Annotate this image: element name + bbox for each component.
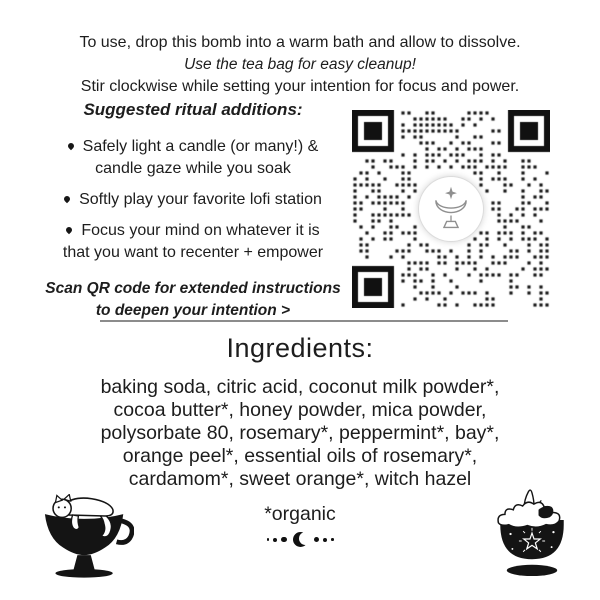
usage-instructions xyxy=(0,32,600,98)
dot-icon xyxy=(314,537,320,543)
ingredients-heading: Ingredients: xyxy=(226,333,374,363)
qr-caption: Scan QR code for extended instructions to deepen your intention > xyxy=(45,280,341,320)
celestial-teacup-illustration xyxy=(490,486,574,587)
ingredients-line: cardamom*, sweet orange*, witch hazel xyxy=(128,468,472,490)
ritual-column xyxy=(38,100,348,322)
ingredients-line: cocoa butter*, honey powder, mica powder, xyxy=(113,399,487,421)
crescent-moon-icon xyxy=(293,532,308,547)
crescent-chalice-icon xyxy=(425,183,477,235)
dot-icon xyxy=(281,537,287,543)
drop-bullet-icon xyxy=(63,195,71,203)
organic-note: *organic xyxy=(264,503,336,525)
ingredients-line: orange peel*, essential oils of rosemary*, xyxy=(122,445,478,467)
usage-line-1: To use, drop this bomb into a warm bath and allow to dissolve. xyxy=(79,34,521,51)
starry-teacup-icon xyxy=(490,486,574,582)
drop-bullet-icon xyxy=(66,142,74,150)
divider-line xyxy=(100,320,508,322)
dot-icon xyxy=(267,538,270,541)
ritual-item-lofi: Softly play your favorite lofi station xyxy=(38,189,348,211)
moon-chalice-logo xyxy=(419,177,483,241)
qr-code xyxy=(352,110,550,308)
cat-on-teacup-icon xyxy=(38,494,134,580)
ritual-item-candle: Safely light a candle (or many!) & candle gaze while you soak xyxy=(38,136,348,180)
ingredients-line: baking soda, citric acid, coconut milk powder*, xyxy=(100,376,500,398)
dot-icon xyxy=(331,538,334,541)
usage-line-3: Stir clockwise while setting your intention for focus and power. xyxy=(80,78,520,96)
drop-bullet-icon xyxy=(65,226,73,234)
ingredients-line: polysorbate 80, rosemary*, peppermint*, bay*, xyxy=(100,422,500,444)
dot-icon xyxy=(273,538,277,542)
dot-icon xyxy=(323,538,327,542)
ritual-item-focus: Focus your mind on whatever it is that you want to recenter + empower xyxy=(62,222,324,262)
cat-teacup-illustration xyxy=(38,494,134,585)
ritual-heading: Suggested ritual additions: xyxy=(83,100,303,119)
usage-line-2: Use the tea bag for easy cleanup! xyxy=(184,56,416,74)
